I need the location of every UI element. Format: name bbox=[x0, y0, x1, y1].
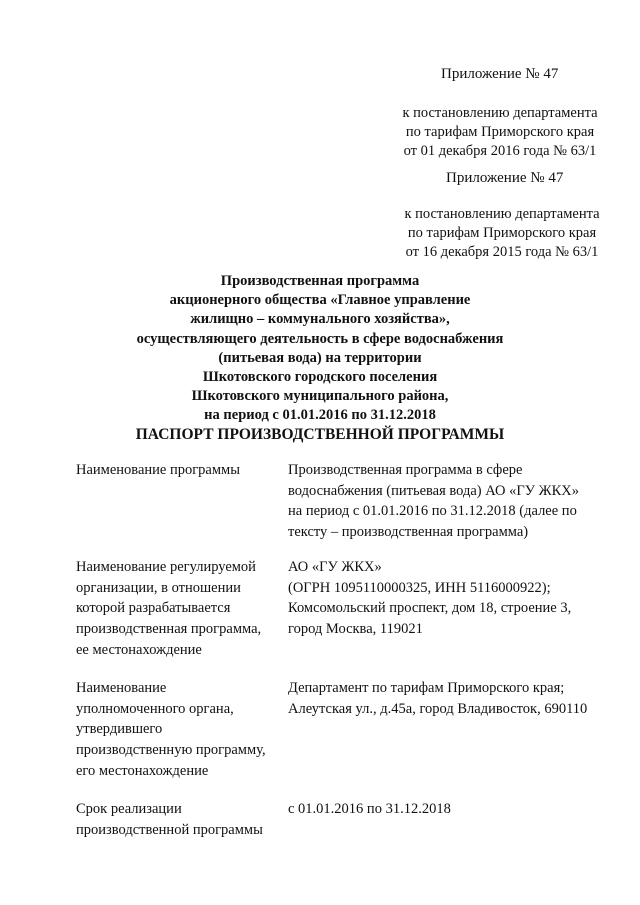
passport-row-value bbox=[288, 678, 608, 719]
passport-row-label bbox=[76, 460, 286, 481]
annex-current-line: от 01 декабря 2016 года № 63/1 bbox=[403, 143, 597, 159]
annex-previous-details bbox=[398, 205, 606, 262]
annex-previous-title: Приложение № 47 bbox=[446, 170, 564, 186]
label-line: производственной программы bbox=[76, 821, 263, 838]
passport-row-value bbox=[288, 799, 608, 820]
title-line: осуществляющего деятельность в сфере водоснабжения bbox=[136, 330, 504, 347]
label-line: производственная программа, bbox=[76, 621, 262, 638]
label-line: производственную программу, bbox=[76, 742, 266, 759]
annex-previous-line: к постановлению департамента bbox=[404, 206, 600, 222]
label-line: Наименование программы bbox=[76, 462, 240, 478]
title-line: (питьевая вода) на территории bbox=[218, 349, 422, 366]
value-line: Производственная программа в сфере bbox=[288, 462, 523, 478]
label-line: Наименование регулируемой bbox=[76, 559, 256, 575]
passport-row-label bbox=[76, 557, 286, 661]
passport-row-label bbox=[76, 799, 286, 840]
value-line: Алеутская ул., д.45а, город Владивосток, 690110 bbox=[288, 700, 588, 717]
passport-row-value bbox=[288, 460, 608, 543]
title-line: Шкотовского муниципального района, bbox=[191, 388, 449, 405]
value-line: город Москва, 119021 bbox=[288, 621, 423, 638]
label-line: ее местонахождение bbox=[76, 641, 202, 658]
value-line: Департамент по тарифам Приморского края; bbox=[288, 680, 565, 696]
annex-current-line: по тарифам Приморского края bbox=[405, 124, 595, 140]
annex-current-title: Приложение № 47 bbox=[441, 66, 559, 82]
annex-current-details bbox=[396, 104, 604, 161]
label-line: Срок реализации bbox=[76, 801, 182, 817]
title-line: Шкотовского городского поселения bbox=[202, 369, 438, 386]
label-line: которой разрабатывается bbox=[76, 600, 231, 617]
title-line: акционерного общества «Главное управление bbox=[169, 292, 471, 309]
annex-previous-line: по тарифам Приморского края bbox=[407, 225, 597, 241]
label-line: организации, в отношении bbox=[76, 579, 241, 596]
document-title bbox=[120, 272, 520, 426]
title-line: на период с 01.01.2016 по 31.12.2018 bbox=[204, 407, 436, 424]
value-line: на период с 01.01.2016 по 31.12.2018 (далее по bbox=[288, 503, 577, 520]
annex-previous-line: от 16 декабря 2015 года № 63/1 bbox=[405, 244, 599, 260]
value-line: водоснабжения (питьевая вода) АО «ГУ ЖКХ» bbox=[288, 482, 580, 499]
value-line: тексту – производственная программа) bbox=[288, 524, 529, 541]
passport-row-label bbox=[76, 678, 286, 782]
label-line: Наименование bbox=[76, 680, 167, 696]
label-line: уполномоченного органа, bbox=[76, 700, 234, 717]
title-line: Производственная программа bbox=[220, 273, 420, 289]
label-line: утвердившего bbox=[76, 721, 163, 738]
value-line: с 01.01.2016 по 31.12.2018 bbox=[288, 801, 451, 817]
value-line: АО «ГУ ЖКХ» bbox=[288, 559, 382, 575]
title-line: жилищно – коммунального хозяйства», bbox=[190, 311, 450, 328]
value-line: Комсомольский проспект, дом 18, строение 3, bbox=[288, 600, 572, 617]
passport-heading: ПАСПОРТ ПРОИЗВОДСТВЕННОЙ ПРОГРАММЫ bbox=[135, 426, 505, 443]
label-line: его местонахождение bbox=[76, 762, 209, 779]
value-line: (ОГРН 1095110000325, ИНН 5116000922); bbox=[288, 579, 551, 596]
annex-current-line: к постановлению департамента bbox=[402, 105, 598, 121]
passport-row-value bbox=[288, 557, 608, 640]
